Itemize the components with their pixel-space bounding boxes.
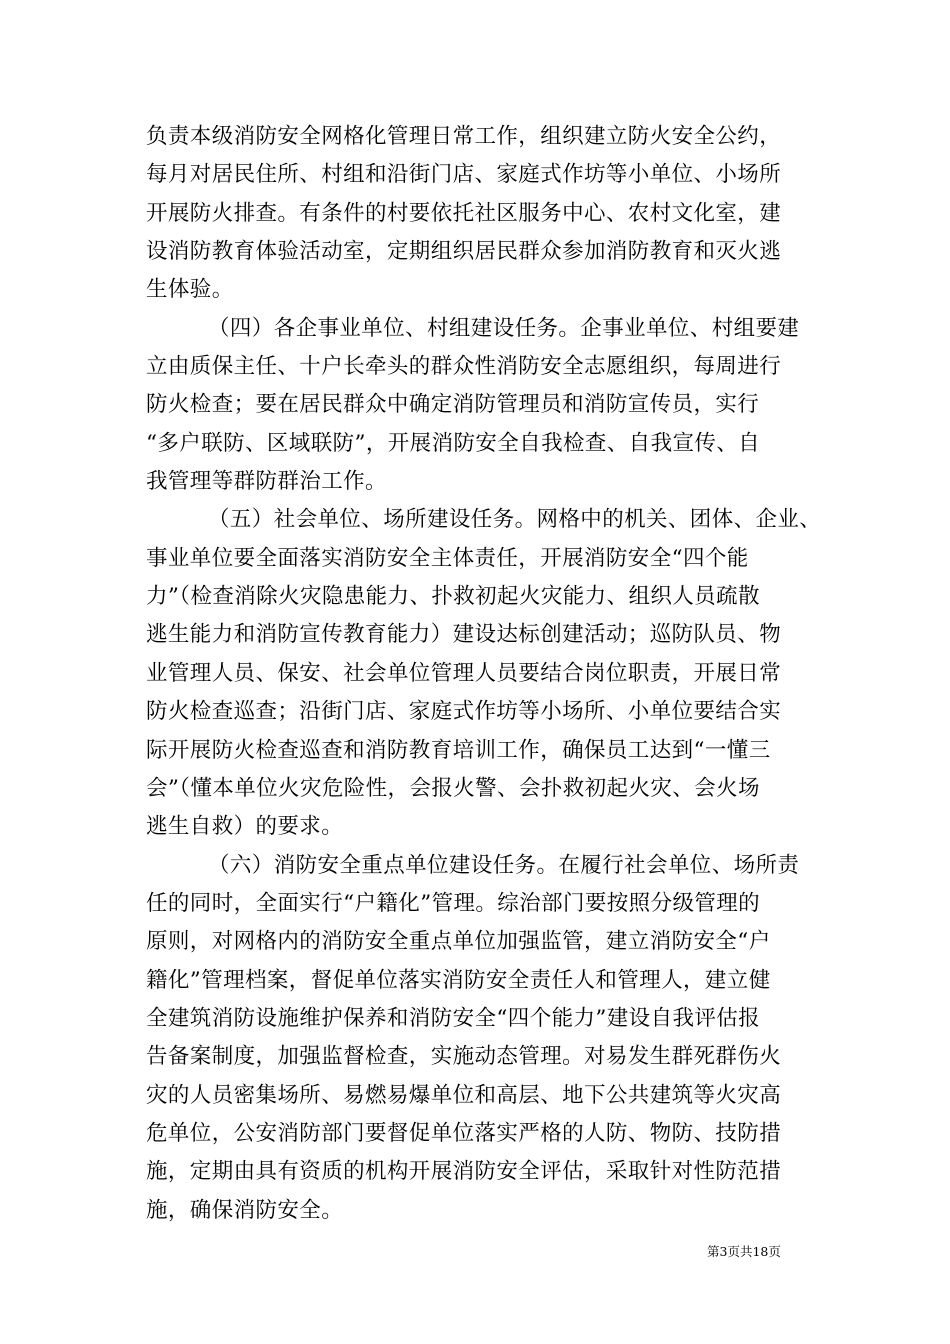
paragraph-first-line: （四）各企事业单位、村组建设任务。企事业单位、村组要建 — [208, 315, 800, 341]
paragraph-first-line: （六）消防安全重点单位建设任务。在履行社会单位、场所责 — [208, 852, 800, 878]
text-line: 会”（懂本单位火灾危险性，会报火警、会扑救初起火灾、会火场 — [146, 775, 760, 801]
text-line: 防火检查巡查；沿街门店、家庭式作坊等小场所、小单位要结合实 — [146, 699, 782, 725]
text-line: “多户联防、区域联防”，开展消防安全自我检查、自我宣传、自 — [146, 430, 761, 456]
text-line: 原则，对网格内的消防安全重点单位加强监管，建立消防安全“户 — [146, 929, 771, 955]
text-line: 力”（检查消除火灾隐患能力、扑救初起火灾能力、组织人员疏散 — [146, 584, 760, 610]
document-body — [146, 118, 822, 1230]
text-line: 事业单位要全面落实消防安全主体责任，开展消防安全“四个能 — [146, 545, 749, 571]
text-line: 逃生自救）的要求。 — [146, 814, 344, 840]
paragraph-first-line: （五）社会单位、场所建设任务。网格中的机关、团体、企业、 — [208, 507, 822, 533]
text-line: 危单位，公安消防部门要督促单位落实严格的人防、物防、技防措 — [146, 1120, 782, 1146]
text-line: 施，定期由具有资质的机构开展消防安全评估，采取针对性防范措 — [146, 1159, 782, 1185]
text-line: 施，确保消防安全。 — [146, 1197, 344, 1223]
text-line: 负责本级消防安全网格化管理日常工作，组织建立防火安全公约， — [146, 124, 782, 149]
text-line: 开展防火排查。有条件的村要依托社区服务中心、农村文化室，建 — [146, 200, 782, 226]
text-line: 告备案制度，加强监督检查，实施动态管理。对易发生群死群伤火 — [146, 1044, 782, 1070]
text-line: 任的同时，全面实行“户籍化”管理。综治部门要按照分级管理的 — [146, 890, 761, 916]
text-line: 立由质保主任、十户长牵头的群众性消防安全志愿组织，每周进行 — [146, 354, 782, 380]
text-line: 全建筑消防设施维护保养和消防安全“四个能力”建设自我评估报 — [146, 1005, 761, 1031]
text-line: 逃生能力和消防宣传教育能力）建设达标创建活动；巡防队员、物 — [146, 622, 782, 648]
text-line: 业管理人员、保安、社会单位管理人员要结合岗位职责，开展日常 — [146, 660, 782, 686]
text-line: 灾的人员密集场所、易燃易爆单位和高层、地下公共建筑等火灾高 — [146, 1082, 782, 1108]
text-line: 每月对居民住所、村组和沿街门店、家庭式作坊等小单位、小场所 — [146, 162, 782, 188]
text-line: 际开展防火检查巡查和消防教育培训工作，确保员工达到“一懂三 — [146, 737, 771, 763]
text-line: 设消防教育体验活动室，定期组织居民群众参加消防教育和灭火逃 — [146, 239, 782, 265]
text-line: 籍化”管理档案，督促单位落实消防安全责任人和管理人，建立健 — [146, 967, 771, 993]
page-number-footer: 第3页共18页 — [707, 1244, 781, 1259]
text-line: 生体验。 — [146, 277, 234, 303]
text-line: 防火检查；要在居民群众中确定消防管理员和消防宣传员，实行 — [146, 392, 760, 418]
text-line: 我管理等群防群治工作。 — [146, 469, 387, 495]
